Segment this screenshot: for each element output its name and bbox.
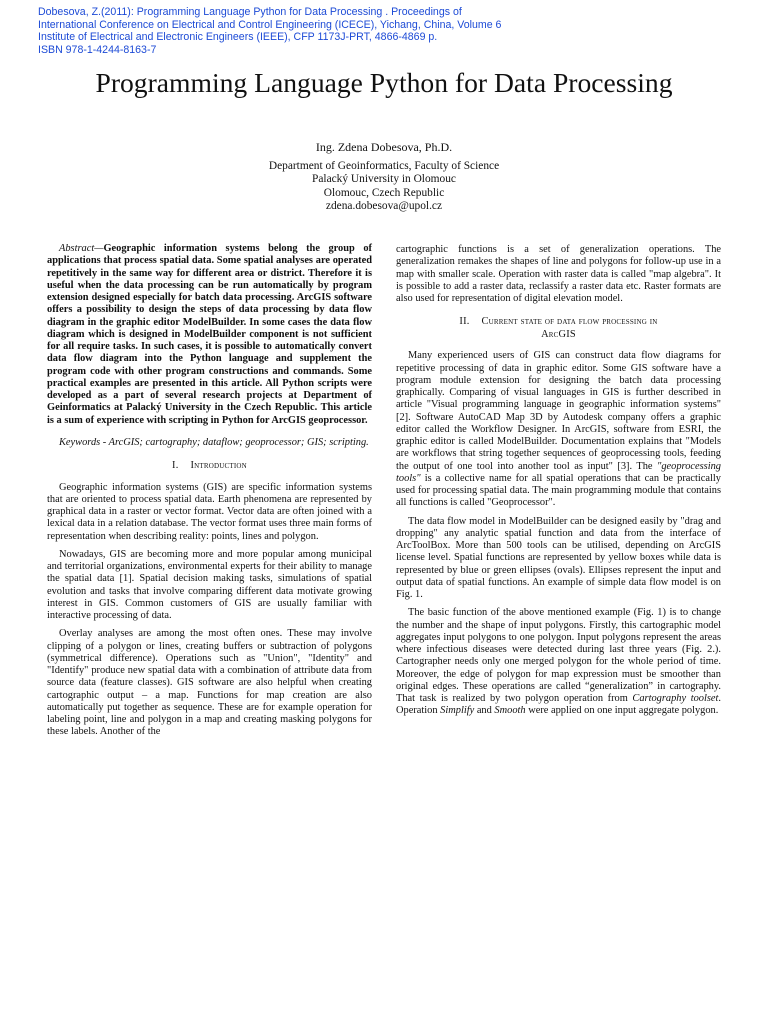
author-university: Palacký University in Olomouc: [312, 173, 456, 186]
paragraph: cartographic functions is a set of generalization operations. The generalization remakes the shapes of line and polygons for follow-up use in a map with smaller scale. Operation with raster data is called "map algebra". It is possible to add a raster data, reclassify a raster data etc. Raster formats are also used for representation of digital elevation model.: [396, 244, 721, 304]
citation-line: International Conference on Electrical and Control Engineering (ICECE), Yichang, China, Volume 6: [38, 18, 502, 31]
section-title-line: ArcGIS: [541, 328, 576, 340]
emphasis: Cartography toolset: [632, 693, 719, 704]
paragraph: Overlay analyses are among the most often ones. These may involve clipping of a polygon or lines, creating buffers or subtraction of polygons (symmetrical difference). Operations such as "Union", "Identity" and "Identify" produce new spatial data with a combination of attribute data from source data (feature classes). GIS software are also helpful when creating cartographic output – a map. Functions for map creation are also automatically put together as sequence. These are for example operation for labeling point, line and polygon in a map and creating masking polygons for these labels. Another of the: [47, 628, 372, 738]
citation-header: [38, 6, 738, 56]
abstract-label: Abstract—: [59, 243, 104, 254]
keywords: Keywords - ArcGIS; cartography; dataflow; geoprocessor; GIS; scripting.: [59, 436, 369, 448]
emphasis: Smooth: [494, 705, 526, 717]
section-heading-current-state: [396, 316, 721, 341]
author-city: Olomouc, Czech Republic: [323, 186, 445, 199]
text-run: is a collective name for all spatial operations that can be practically used for processing spatial data. The main programming module that contains all functions is called "Geoprocessor".: [396, 472, 721, 509]
left-column: [47, 243, 372, 745]
citation-line: Dobesova, Z.(2011): Programming Language Python for Data Processing . Proceedings of: [38, 6, 462, 18]
section-number: I.: [172, 460, 179, 471]
paragraph: [396, 350, 721, 509]
section-title: Introduction: [190, 460, 247, 471]
paper-title: Programming Language Python for Data Processing: [95, 67, 673, 98]
abstract-text: Geographic information systems belong the group of applications that process spatial data. Some spatial analyses are operated repetitively in the same way for different area or district. Therefore it is useful when the data processing can be run automatically by program extension designed especially for batch data processing. ArcGIS software offers a possibility to design the steps of data processing by data flow diagram in the graphic editor ModelBuilder. In some cases the data flow diagram which is designed in ModelBuilder component is not sufficient for all require tasks. In such cases, it is possible to automatically convert data flow diagram into the Python language and supplement the program code with other program constructions and commands. Some practical examples are presented in this article. All Python scripts were developed as a part of several research projects at Department of Geinformatics at Palacký University in the Czech Republic. This article is a sum of experience with scripting in Python for ArcGIS geoprocessor.: [47, 243, 372, 426]
paragraph: [396, 607, 721, 717]
author-name: Ing. Zdena Dobesova, Ph.D.: [315, 140, 453, 154]
text-run: Many experienced users of GIS can construct data flow diagrams for repetitive processing of data in graphic editor. Some GIS software have a program module extension for designing the batch data processing graphically. Comparing of visual languages in GIS is further described in article "Visual programming language in geographic information systems" [2]. Software AutoCAD Map 3D by Autodesk company offers a graphic editor called the Workflow Designer. In ArcGIS, software from ESRI, the graphic editor is called ModelBuilder. Documentation explains that "Models are workflows that string together sequences of geoprocessing tools, feeding the output of one tool into another tool as input" [3]. The: [396, 350, 721, 472]
author-email: zdena.dobesova@upol.cz: [325, 200, 443, 213]
abstract: [47, 243, 372, 427]
section-title-line: Current state of data flow processing in: [481, 316, 658, 328]
text-run: were applied on one input aggregate polygon.: [525, 705, 719, 717]
citation-line: Institute of Electrical and Electronic Engineers (IEEE), CFP 1173J-PRT, 4866-4869 p.: [38, 31, 438, 44]
emphasis: Simplify: [440, 705, 475, 717]
paragraph: The data flow model in ModelBuilder can be designed easily by "drag and dropping" any analytic spatial function and data from the interface of ArcToolBox. More than 500 tools can be utilised, depending on ArcGIS license level. Spatial functions are represented by yellow boxes while data is represented by blue or green ellipses (ovals). Ellipses represent the input and output data of spatial functions. An example of simple data flow model is on Fig. 1.: [396, 515, 721, 600]
text-run: . Operation: [396, 693, 722, 717]
section-heading-introduction: [47, 460, 372, 473]
section-number: II.: [459, 316, 470, 328]
citation-line: ISBN 978-1-4244-8163-7: [38, 43, 157, 56]
author-block: [0, 141, 768, 214]
paragraph: Nowadays, GIS are becoming more and more popular among municipal and territorial organizations, environmental experts for their ability to manage the spatial data [1]. Spatial decision making tasks, simulations of spatial evolution and tasks that involve comparing different data motivate growing interest in GIS. Common customers of GIS are usually familiar with interactive processing of data.: [47, 548, 372, 621]
emphasis: "geoprocessing tools": [396, 460, 721, 484]
paragraph: Geographic information systems (GIS) are specific information systems that are oriented to process spatial data. Earth phenomena are represented by graphical data in a raster or vector format. Vector data are often joined with a lexical data in a relation database. The vector format uses three main forms of representation when describing reality: points, lines and polygon.: [47, 481, 372, 542]
text-run: and: [474, 705, 495, 717]
author-department: Department of Geoinformatics, Faculty of Science: [268, 159, 500, 172]
right-column: [396, 244, 721, 724]
text-run: The basic function of the above mentioned example (Fig. 1) is to change the number and the shape of input polygons. Firstly, this cartographic model aggregates input polygons to one polygon. Input polygons represent the areas where infectious diseases were detected during last three years (Fig. 2.). Cartographer needs only one merged polygon for the whole period of time. Moreover, the edge of polygon for map expression must be smoother than original edges. These operations are called “generalization” in cartography. That task is realized by two polygon operation from: [396, 607, 721, 704]
